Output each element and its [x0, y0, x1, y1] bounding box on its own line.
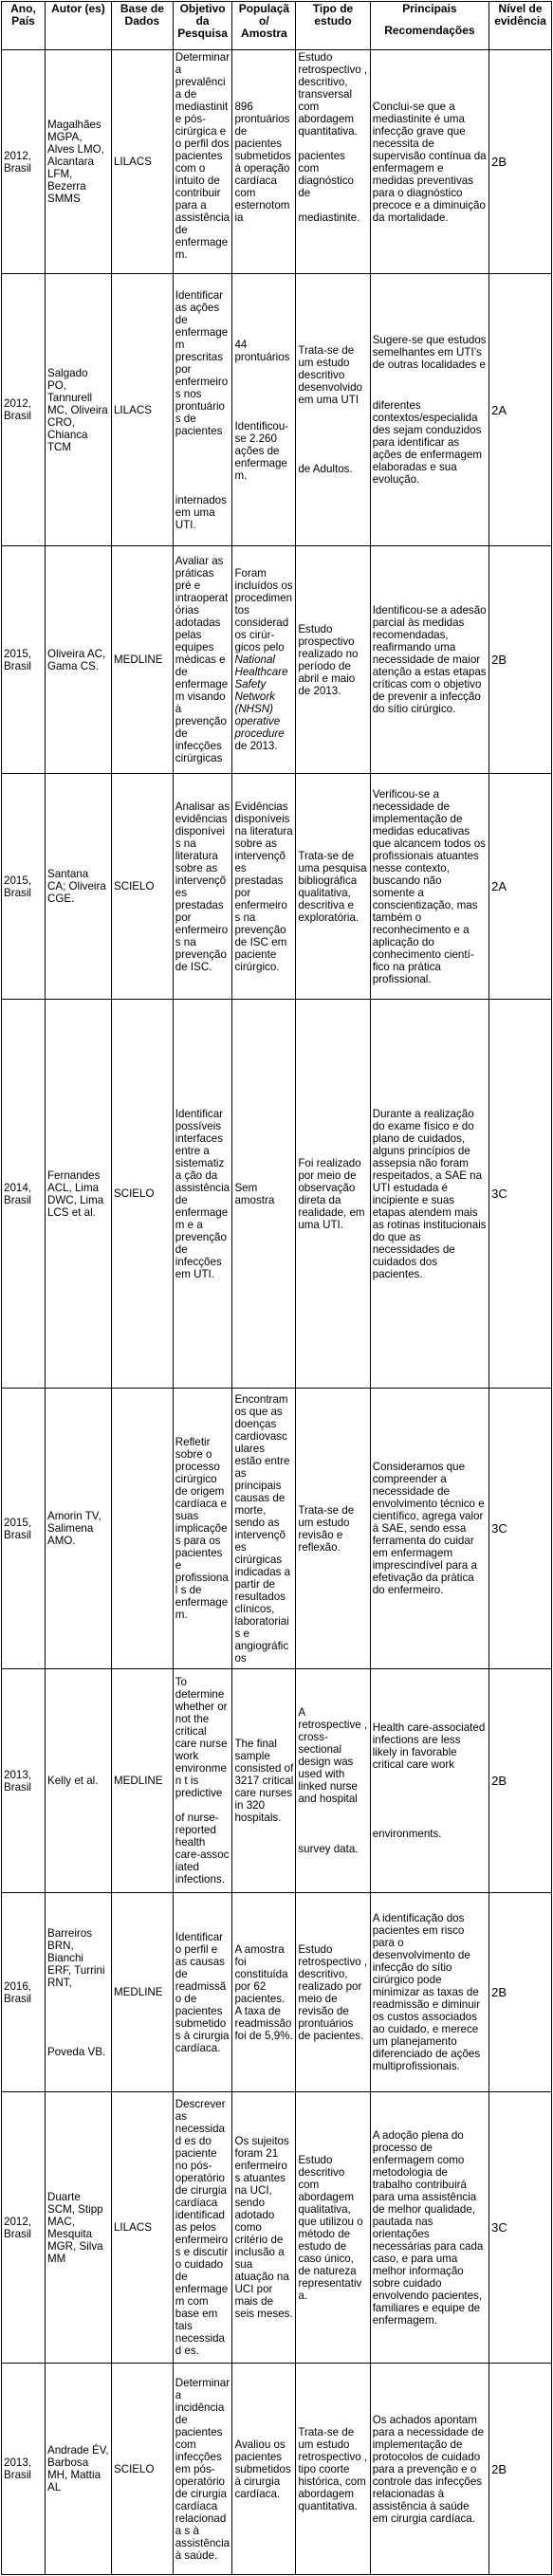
cell-nivel: 3C: [489, 2092, 552, 2364]
table-row: [2, 1669, 552, 1893]
cell-objetivo: [173, 274, 232, 546]
cell-ano: 2012, Brasil: [2, 50, 46, 274]
cell-autores: Salgado PO, Tannurell MC, Oliveira CRO, Chianca TCM: [45, 274, 111, 546]
cell-base: [111, 1389, 173, 1669]
cell-base: LILACS: [111, 274, 173, 546]
cell-principais: A identificação dos pacientes em risco para o desenvolvimento de infecção do sítio cirúrgico pode minimizar as taxas de readmissão e diminuir os custos associados ao cuidado, e merece um planejamento diferenciado de ações multiprofissionais.: [370, 1893, 488, 2092]
cell-objetivo-part: internados em uma UTI.: [175, 493, 227, 531]
cell-populacao-part: de 2013.: [234, 740, 278, 752]
results-table: [1, 1, 552, 2575]
cell-principais-part: Sugere-se que estudos semelhantes em UTI’s de outras localidades e: [372, 334, 487, 371]
cell-ano: 2013, Brasil: [2, 1669, 46, 1893]
header-principais-line1: Principais: [402, 2, 457, 15]
cell-nivel: 2B: [489, 546, 552, 774]
cell-principais: A adoção plena do processo de enfermagem como metodologia de trabalho contribuirá para uma assistência de melhor qualidade, pautada nas orientações necessárias para cada caso, e para uma melhor informação sobre cuidado envolvendo pacientes, familiares e equipe de enfermagem.: [370, 2092, 488, 2364]
cell-autores: Duarte SCM, Stipp MAC, Mesquita MGR, Silva MM: [45, 2092, 111, 2364]
cell-base: SCIELO: [111, 774, 173, 1000]
cell-ano: 2015, Brasil: [2, 546, 46, 774]
cell-tipo: [296, 274, 370, 546]
cell-autores: Amorin TV, Salimena AMO.: [45, 1389, 111, 1669]
cell-populacao: [232, 546, 296, 774]
cell-tipo: Estudo retrospectivo , descritivo, realizado por meio de revisão de prontuários de pacientes.: [296, 1893, 370, 2092]
cell-tipo-part: survey data.: [298, 1843, 359, 1855]
cell-principais-part: diferentes contextos/especialida des sejam conduzidos para identificar as ações de enfermagem elaboradas e sua evolução.: [372, 399, 483, 486]
cell-populacao: Encontram os que as doenças cardiovasc ulares estão entre as principais causas de morte, sendo as intervençõ es cirúrgicas indicadas a partir de resultados clínicos, laboratoriai s e angiográfic os: [232, 1389, 296, 1669]
cell-objetivo: Refletir sobre o processo cirúrgico de origem cardíaca e suas implicações para os pacientes e profissional s de enfermage m.: [173, 1389, 232, 1669]
cell-base: LILACS: [111, 50, 173, 274]
cell-principais: Conclui-se que a mediastinite é uma infecção grave que necessita de supervisão contínua da enfermagem e medidas preventivas para o diagnóstico precoce e a diminuição da mortalidade.: [370, 50, 488, 274]
cell-populacao: Sem amostra: [232, 1000, 296, 1389]
cell-tipo: [296, 50, 370, 274]
cell-nivel: 2B: [489, 50, 552, 274]
table-row: [2, 2364, 552, 2575]
cell-tipo-part: Estudo retrospectivo , descritivo, transversal com abordagem quantitativa.: [298, 51, 368, 138]
cell-objetivo: Determinar a prevalência de mediastinit e pós-cirúrgica e o perfil dos pacientes com o intuito de contribuir para a assistência de enfermage m.: [173, 50, 232, 274]
header-principais-line2: Recomendações: [384, 24, 475, 37]
cell-populacao: The final sample consisted of 3217 critical care nurses in 320 hospitals.: [232, 1669, 296, 1893]
header-row: [2, 2, 552, 50]
cell-populacao-part: Identificou-se 2.260 ações de enfermage m.: [234, 419, 289, 482]
cell-autores-part: Barreiros BRN, Bianchi ERF, Turrini RNT,: [46, 1926, 105, 1989]
cell-tipo: Estudo descritivo com abordagem qualitativa, que utilizou o método de estudo de caso único, de natureza representativ a.: [296, 2092, 370, 2364]
table-row: [2, 50, 552, 274]
table-row: [2, 1893, 552, 2092]
cell-tipo-part: Trata-se de um estudo descritivo desenvolvido em uma UTI: [298, 344, 363, 406]
table-row: [2, 2092, 552, 2364]
header-principais: [370, 2, 488, 50]
table-row: [2, 546, 552, 774]
cell-principais: Consideramos que compreender a necessidade de envolvimento técnico e científico, agrega valor à SAE, sendo essa ferramenta do cuidar em enfermagem imprescindível para a efetivação da prática do enfermeiro.: [370, 1389, 488, 1669]
cell-objetivo: Descrever as necessidad es do paciente no pós-operatório de cirurgia cardíaca identificad as pelos enfermeiro s e discutir o cuidado de enfermage m com base em tais necessidad es.: [173, 2092, 232, 2364]
cell-nivel: 2B: [489, 2364, 552, 2575]
cell-tipo: [296, 1669, 370, 1893]
cell-principais: Identificou-se a adesão parcial às medidas recomendadas, reafirmando uma necessidade de maior atenção a estas etapas críticas com o objetivo de prevenir a infecção do sítio cirúrgico.: [370, 546, 488, 774]
cell-ano: 2012, Brasil: [2, 2092, 46, 2364]
cell-nivel: 2B: [489, 1893, 552, 2092]
cell-autores: Fernandes ACL, Lima DWC, Lima LCS et al.: [45, 1000, 111, 1389]
cell-principais: [370, 274, 488, 546]
cell-objetivo-part: of nurse-reported health care-assoc iated infections.: [175, 1812, 230, 1886]
cell-objetivo: Avaliar as práticas pré e intraoperat órias adotadas pelas equipes médicas e de enfermage m visando à prevenção de infecções cirúrgicas: [173, 546, 232, 774]
cell-base: MEDLINE: [111, 546, 173, 774]
cell-ano: 2016, Brasil: [2, 1893, 46, 2092]
cell-base: LILACS: [111, 2092, 173, 2364]
cell-populacao: [232, 274, 296, 546]
cell-principais-part: environments.: [372, 1828, 442, 1840]
cell-tipo-part: mediastinite.: [298, 212, 360, 224]
table-row: [2, 774, 552, 1000]
cell-ano: 2014, Brasil: [2, 1000, 46, 1389]
table-row: [2, 1389, 552, 1669]
cell-tipo: Foi realizado por meio de observação direta da realidade, em uma UTI.: [296, 1000, 370, 1389]
header-objetivo: Objetivo da Pesquisa: [173, 2, 232, 50]
cell-base: SCIELO: [111, 1000, 173, 1389]
cell-nivel: 2B: [489, 1669, 552, 1893]
cell-populacao-part: 44 prontuários: [234, 338, 290, 363]
cell-populacao: Avaliou os pacientes submetidos à cirurgia cardíaca.: [232, 2364, 296, 2575]
cell-objetivo: Identificar o perfil e as causas de readmissão de pacientes submetidos à cirurgia cardíaca.: [173, 1893, 232, 2092]
cell-principais: Durante a realização do exame físico e do plano de cuidados, alguns princípios de assepsia não foram respeitados, a SAE na UTI estudada é incipiente e suas etapas atendem mais as rotinas institucionais do que as necessidades de cuidados dos pacientes.: [370, 1000, 488, 1389]
cell-tipo-part: pacientes com diagnóstico de: [298, 150, 354, 199]
header-tipo: Tipo de estudo: [296, 2, 370, 50]
cell-populacao: 896 prontuários de pacientes submetidos à operação cardíaca com esternotom ia: [232, 50, 296, 274]
cell-tipo: Trata-se de um estudo retrospectivo , tipo coorte histórica, com abordagem quantitativa.: [296, 2364, 370, 2575]
cell-nivel: 2A: [489, 774, 552, 1000]
cell-objetivo: Identificar possíveis interfaces entre a sistematiza ção da assistência de enfermage m e a prevenção de infecções em UTI.: [173, 1000, 232, 1389]
cell-principais-part: Health care-associated infections are less likely in favorable critical care work: [372, 1721, 486, 1771]
header-populacao: Populaçã o/ Amostra: [232, 2, 296, 50]
cell-autores: Santana CA; Oliveira CGE.: [45, 774, 111, 1000]
cell-base: MEDLINE: [111, 1893, 173, 2092]
cell-populacao: A amostra foi constituída por 62 pacientes. A taxa de readmissão foi de 5,9%.: [232, 1893, 296, 2092]
cell-tipo: Trata-se de uma pesquisa bibliográfica qualitativa, descritiva e exploratória.: [296, 774, 370, 1000]
cell-nivel: 3C: [489, 1389, 552, 1669]
cell-ano: 2013, Brasil: [2, 2364, 46, 2575]
cell-autores: Oliveira AC, Gama CS.: [45, 546, 111, 774]
cell-base: MEDLINE: [111, 1669, 173, 1893]
header-nivel: Nível de evidência: [489, 2, 552, 50]
cell-populacao: Os sujeitos foram 21 enfermeiro s atuantes na UCI, sendo adotado como critério de inclusão a sua atuação na UCI por mais de seis meses.: [232, 2092, 296, 2364]
cell-tipo-part: A retrospective , cross-sectional design was used with linked nurse and hospital: [298, 1706, 368, 1805]
cell-objetivo-part: To determine whether or not the critical care nurse work environmen t is predictive: [175, 1676, 228, 1799]
cell-base: SCIELO: [111, 2364, 173, 2575]
cell-nivel: 3C: [489, 1000, 552, 1389]
cell-autores-part: Poveda VB.: [46, 2045, 106, 2058]
cell-tipo: Trata-se de um estudo revisão e reflexão.: [296, 1389, 370, 1669]
cell-objetivo-part: Identificar as ações de enfermage m prescritas por enfermeiro s nos prontuários de pacientes: [175, 288, 229, 437]
cell-objetivo: [173, 1669, 232, 1893]
cell-objetivo: Analisar as evidências disponíveis na literatura sobre as intervençõ es prestadas por enfermeiro s na prevenção de ISC.: [173, 774, 232, 1000]
cell-populacao-part: Foram incluídos os procedimen tos considerad os cirúr-gicos pelo: [234, 567, 293, 653]
cell-objetivo: Determinar a incidência de pacientes com infecções em pós-operatório de cirurgia cardíaca relacionada s à assistência à saúde.: [173, 2364, 232, 2575]
cell-populacao: Evidências disponíveis na literatura sobre as intervençõ es prestadas por enfermeiro s na prevenção de ISC em paciente cirúrgico.: [232, 774, 296, 1000]
cell-tipo-part: de Adultos.: [298, 463, 353, 475]
cell-ano: 2015, Brasil: [2, 1389, 46, 1669]
header-base: Base de Dados: [111, 2, 173, 50]
cell-tipo: Estudo prospectivo realizado no período de abril e maio de 2013.: [296, 546, 370, 774]
cell-autores: Magalhães MGPA, Alves LMO, Alcantara LFM, Bezerra SMMS: [45, 50, 111, 274]
table-row: [2, 1000, 552, 1389]
header-autores: Autor (es): [45, 2, 111, 50]
cell-autores: Kelly et al.: [45, 1669, 111, 1893]
table-row: [2, 274, 552, 546]
cell-ano: 2015, Brasil: [2, 774, 46, 1000]
cell-principais: [370, 1669, 488, 1893]
cell-principais: Os achados apontam para a necessidade de implementação de protocolos de cuidado para a prevenção e o controle das infecções relacionadas à assistência à saúde em cirurgia cardíaca.: [370, 2364, 488, 2575]
cell-principais: Verificou-se a necessidade de implementação de medidas educativas que alcancem todos os profissionais atuantes nesse contexto, buscando não somente a conscientização, mas também o reconhecimento e a aplicação do conhecimento cientí-fico na prática profissional.: [370, 774, 488, 1000]
cell-autores: [45, 1893, 111, 2092]
cell-nivel: 2A: [489, 274, 552, 546]
cell-autores: Andrade ÉV, Barbosa MH, Mattia AL: [45, 2364, 111, 2575]
cell-populacao-part: National Healthcare Safety Network (NHSN) operative procedure: [234, 653, 288, 740]
header-ano-pais: Ano, País: [2, 2, 46, 50]
cell-ano: 2012, Brasil: [2, 274, 46, 546]
